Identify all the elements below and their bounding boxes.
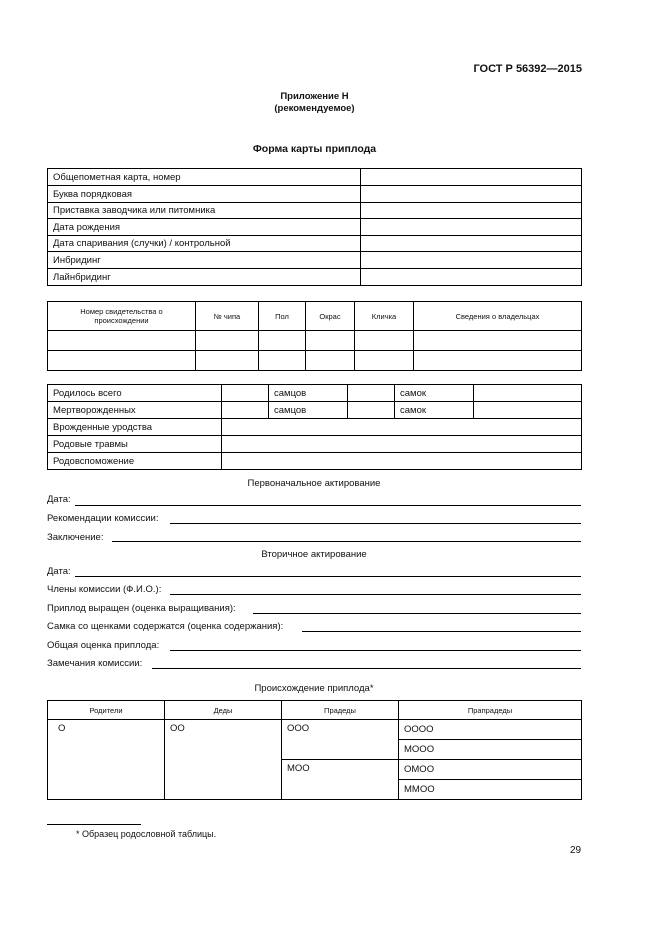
litter-info-table xyxy=(47,168,582,286)
row-value[interactable] xyxy=(361,203,582,219)
header-owners: Сведения о владельцах xyxy=(414,302,582,331)
header-color: Окрас xyxy=(306,302,355,331)
row-value[interactable] xyxy=(361,252,582,269)
commission-remarks-label: Замечания комиссии: xyxy=(47,658,143,669)
born-total-label: Родилось всего xyxy=(48,385,222,402)
commission-members-line[interactable] xyxy=(170,594,581,595)
pedigree-table xyxy=(47,700,582,800)
males-value[interactable] xyxy=(348,385,395,402)
row-label: Буква порядковая xyxy=(48,186,361,203)
defects-label: Врожденные уродства xyxy=(48,419,222,436)
row-value[interactable] xyxy=(361,186,582,203)
cell[interactable] xyxy=(414,331,582,351)
footnote-separator xyxy=(47,824,141,825)
cell[interactable] xyxy=(306,351,355,371)
primary-date-line[interactable] xyxy=(75,505,581,506)
injuries-label: Родовые травмы xyxy=(48,436,222,453)
cell[interactable] xyxy=(196,331,259,351)
birth-stats-table xyxy=(47,384,582,470)
row-label: Инбридинг xyxy=(48,252,361,269)
header-name: Кличка xyxy=(355,302,414,331)
conclusion-line[interactable] xyxy=(112,541,581,542)
great-great-grandparent-cell[interactable]: МООО xyxy=(399,740,582,760)
keeping-assessment-line[interactable] xyxy=(302,631,581,632)
footnote: * Образец родословной таблицы. xyxy=(76,829,217,839)
assistance-value[interactable] xyxy=(222,453,582,470)
row-label: Лайнбридинг xyxy=(48,269,361,286)
row-value[interactable] xyxy=(361,219,582,236)
cell[interactable] xyxy=(196,351,259,371)
primary-date-label: Дата: xyxy=(47,494,71,505)
cell[interactable] xyxy=(259,331,306,351)
females-value[interactable] xyxy=(474,402,582,419)
males-label: самцов xyxy=(269,402,348,419)
conclusion-label: Заключение: xyxy=(47,532,104,543)
rearing-assessment-line[interactable] xyxy=(253,613,581,614)
header-certificate: Номер свидетельства о происхождении xyxy=(48,302,196,331)
header-sex: Пол xyxy=(259,302,306,331)
injuries-value[interactable] xyxy=(222,436,582,453)
commission-recommendations-label: Рекомендации комиссии: xyxy=(47,513,159,524)
keeping-assessment-label: Самка со щенками содержатся (оценка содержания): xyxy=(47,621,284,632)
females-label: самок xyxy=(395,385,474,402)
pedigree-title: Происхождение приплода* xyxy=(254,683,374,694)
appendix-subtitle: (рекомендуемое) xyxy=(274,103,355,114)
great-great-grandparent-cell[interactable]: ММОО xyxy=(399,780,582,800)
grandparent-cell[interactable]: ОО xyxy=(165,720,282,800)
row-label: Дата спаривания (случки) / контрольной xyxy=(48,236,361,252)
overall-assessment-line[interactable] xyxy=(170,650,581,651)
males-value[interactable] xyxy=(348,402,395,419)
row-label: Общепометная карта, номер xyxy=(48,169,361,186)
puppies-table xyxy=(47,301,582,371)
stillborn-label: Мертворожденных xyxy=(48,402,222,419)
header-parents: Родители xyxy=(48,701,165,720)
cell[interactable] xyxy=(259,351,306,371)
commission-remarks-line[interactable] xyxy=(152,668,581,669)
great-grandparent-cell[interactable]: ООО xyxy=(282,720,399,760)
secondary-activation-title: Вторичное актирование xyxy=(261,549,367,560)
parent-cell[interactable]: О xyxy=(48,720,165,800)
commission-recommendations-line[interactable] xyxy=(170,523,581,524)
page-number: 29 xyxy=(570,845,582,856)
cell[interactable] xyxy=(48,351,196,371)
males-label: самцов xyxy=(269,385,348,402)
row-label: Дата рождения xyxy=(48,219,361,236)
form-title: Форма карты приплода xyxy=(252,143,377,155)
great-great-grandparent-cell[interactable]: ОООО xyxy=(399,720,582,740)
row-label: Приставка заводчика или питомника xyxy=(48,203,361,219)
born-total-value[interactable] xyxy=(222,385,269,402)
overall-assessment-label: Общая оценка приплода: xyxy=(47,640,160,651)
great-great-grandparent-cell[interactable]: ОМОО xyxy=(399,760,582,780)
cell[interactable] xyxy=(306,331,355,351)
appendix-title: Приложение Н xyxy=(280,91,349,102)
assistance-label: Родовспоможение xyxy=(48,453,222,470)
rearing-assessment-label: Приплод выращен (оценка выращивания): xyxy=(47,603,236,614)
stillborn-value[interactable] xyxy=(222,402,269,419)
row-value[interactable] xyxy=(361,269,582,286)
standard-number: ГОСТ Р 56392—2015 xyxy=(473,63,582,75)
cell[interactable] xyxy=(355,351,414,371)
females-value[interactable] xyxy=(474,385,582,402)
defects-value[interactable] xyxy=(222,419,582,436)
secondary-date-line[interactable] xyxy=(75,576,581,577)
great-grandparent-cell[interactable]: МОО xyxy=(282,760,399,800)
header-chip: № чипа xyxy=(196,302,259,331)
cell[interactable] xyxy=(414,351,582,371)
header-grandparents: Деды xyxy=(165,701,282,720)
commission-members-label: Члены комиссии (Ф.И.О.): xyxy=(47,584,162,595)
females-label: самок xyxy=(395,402,474,419)
primary-activation-title: Первоначальное актирование xyxy=(247,478,381,489)
header-great-great-grandparents: Прапрадеды xyxy=(399,701,582,720)
secondary-date-label: Дата: xyxy=(47,566,71,577)
row-value[interactable] xyxy=(361,236,582,252)
header-great-grandparents: Прадеды xyxy=(282,701,399,720)
row-value[interactable] xyxy=(361,169,582,186)
cell[interactable] xyxy=(48,331,196,351)
cell[interactable] xyxy=(355,331,414,351)
